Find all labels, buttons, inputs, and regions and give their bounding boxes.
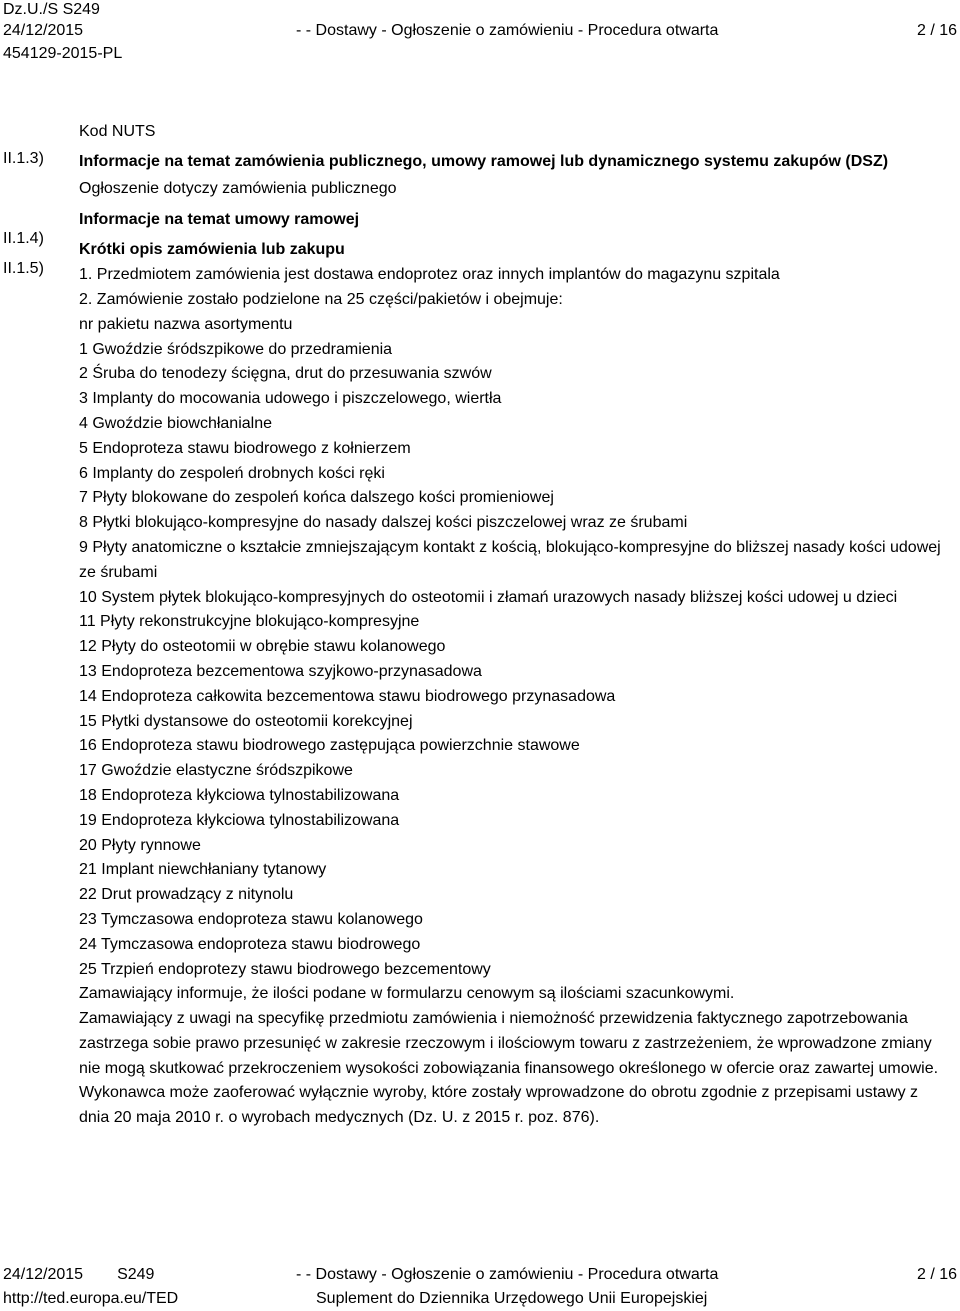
list-item: 2 Śruba do tenodezy ścięgna, drut do przesuwania szwów xyxy=(79,365,492,383)
note-medical-devices: Wykonawca może zaoferować wyłącznie wyroby, które zostały wprowadzone do obrotu zgodnie z przepisami ustawy z dnia 20 maja 2010 r. o wyrobach medycznych (Dz. U. z 2015 r. poz. 876). xyxy=(79,1084,919,1127)
short-description-heading: Krótki opis zamówienia lub zakupu xyxy=(79,241,345,259)
footer-date: 24/12/2015 xyxy=(3,1266,84,1283)
list-item: 14 Endoproteza całkowita bezcementowa stawu biodrowego przynasadowa xyxy=(79,687,616,705)
journal-ref: Dz.U./S S249 xyxy=(3,1,100,18)
footer-page-number: 2 / 16 xyxy=(916,1266,957,1283)
kod-nuts-label: Kod NUTS xyxy=(79,123,156,140)
list-item: 23 Tymczasowa endoproteza stawu kolanowego xyxy=(79,910,423,928)
list-item: 21 Implant niewchłaniany tytanowy xyxy=(79,861,327,879)
document-id: 454129-2015-PL xyxy=(3,45,123,62)
paragraph-1: 1. Przedmiotem zamówienia jest dostawa endoprotez oraz innych implantów do magazynu szpitala xyxy=(79,266,780,284)
section-number: II.1.5) xyxy=(3,260,44,277)
list-item: 10 System płytek blokująco-kompresyjnych do osteotomii i złamań urazowych nasady bliższej kości udowej u dzieci xyxy=(79,588,898,606)
list-item: 24 Tymczasowa endoproteza stawu biodrowego xyxy=(79,935,421,953)
header-page-number: 2 / 16 xyxy=(916,22,957,39)
procurement-info-value: Ogłoszenie dotyczy zamówienia publicznego xyxy=(79,179,397,197)
list-item: 6 Implanty do zespoleń drobnych kości ręki xyxy=(79,464,385,482)
list-header: nr pakietu nazwa asortymentu xyxy=(79,315,293,333)
list-item: 25 Trzpień endoprotezy stawu biodrowego bezcementowy xyxy=(79,960,491,978)
procurement-info-heading: Informacje na temat zamówienia publicznego, umowy ramowej lub dynamicznego systemu zakupów (DSZ) xyxy=(79,152,889,170)
list-item: 12 Płyty do osteotomii w obrębie stawu kolanowego xyxy=(79,638,446,656)
list-item: 8 Płytki blokująco-kompresyjne do nasady dalszej kości piszczelowej wraz ze śrubami xyxy=(79,514,688,532)
header-title: - - Dostawy - Ogłoszenie o zamówieniu - Procedura otwarta xyxy=(296,22,719,39)
list-item: 3 Implanty do mocowania udowego i piszczelowego, wiertła xyxy=(79,390,502,408)
footer-url[interactable]: http://ted.europa.eu/TED xyxy=(3,1290,179,1307)
list-item: 19 Endoproteza kłykciowa tylnostabilizowana xyxy=(79,811,400,829)
footer-supplement: Suplement do Dziennika Urzędowego Unii Europejskiej xyxy=(316,1290,708,1307)
footer-issue: S249 xyxy=(117,1266,155,1283)
list-item: 17 Gwoździe elastyczne śródszpikowe xyxy=(79,762,353,780)
lot-list xyxy=(79,338,949,983)
list-item: 4 Gwoździe biowchłanialne xyxy=(79,414,272,432)
framework-heading: Informacje na temat umowy ramowej xyxy=(79,210,360,228)
note-reservation: Zamawiający z uwagi na specyfikę przedmiotu zamówienia i niemożność przewidzenia faktycznego zapotrzebowania zastrzega sobie prawo przesunięć w zakresie rzeczowym i ilościowym towaru z zastrzeżeniem, że wprowadzone zmiany nie mogą skutkować przekroczeniem wysokości zobowiązania finansowego określonego w ofercie oraz zawartej umowie. xyxy=(79,1010,939,1077)
list-item: 9 Płyty anatomiczne o kształcie zmniejszającym kontakt z kością, blokująco-kompresyjne do bliższej nasady kości udowej ze śrubami xyxy=(79,538,941,581)
section-number: II.1.4) xyxy=(3,230,44,247)
list-item: 15 Płytki dystansowe do osteotomii korekcyjnej xyxy=(79,712,413,730)
footer-date-issue xyxy=(3,1265,154,1285)
list-item: 13 Endoproteza bezcementowa szyjkowo-przynasadowa xyxy=(79,662,482,680)
header-date: 24/12/2015 xyxy=(3,22,84,39)
list-item: 16 Endoproteza stawu biodrowego zastępująca powierzchnie stawowe xyxy=(79,737,580,755)
section-number: II.1.3) xyxy=(3,150,44,167)
list-item: 7 Płyty blokowane do zespoleń końca dalszego kości promieniowej xyxy=(79,489,554,507)
footer-title: - - Dostawy - Ogłoszenie o zamówieniu - Procedura otwarta xyxy=(296,1266,719,1283)
list-item: 20 Płyty rynnowe xyxy=(79,836,201,854)
list-item: 11 Płyty rekonstrukcyjne blokująco-kompresyjne xyxy=(79,613,420,631)
list-item: 1 Gwoździe śródszpikowe do przedramienia xyxy=(79,340,393,358)
document-body xyxy=(79,120,949,1131)
note-quantities: Zamawiający informuje, że ilości podane w formularzu cenowym są ilościami szacunkowymi. xyxy=(79,985,735,1003)
paragraph-2: 2. Zamówienie zostało podzielone na 25 części/pakietów i obejmuje: xyxy=(79,290,563,308)
list-item: 18 Endoproteza kłykciowa tylnostabilizowana xyxy=(79,786,400,804)
list-item: 22 Drut prowadzący z nitynolu xyxy=(79,886,294,904)
list-item: 5 Endoproteza stawu biodrowego z kołnierzem xyxy=(79,439,411,457)
